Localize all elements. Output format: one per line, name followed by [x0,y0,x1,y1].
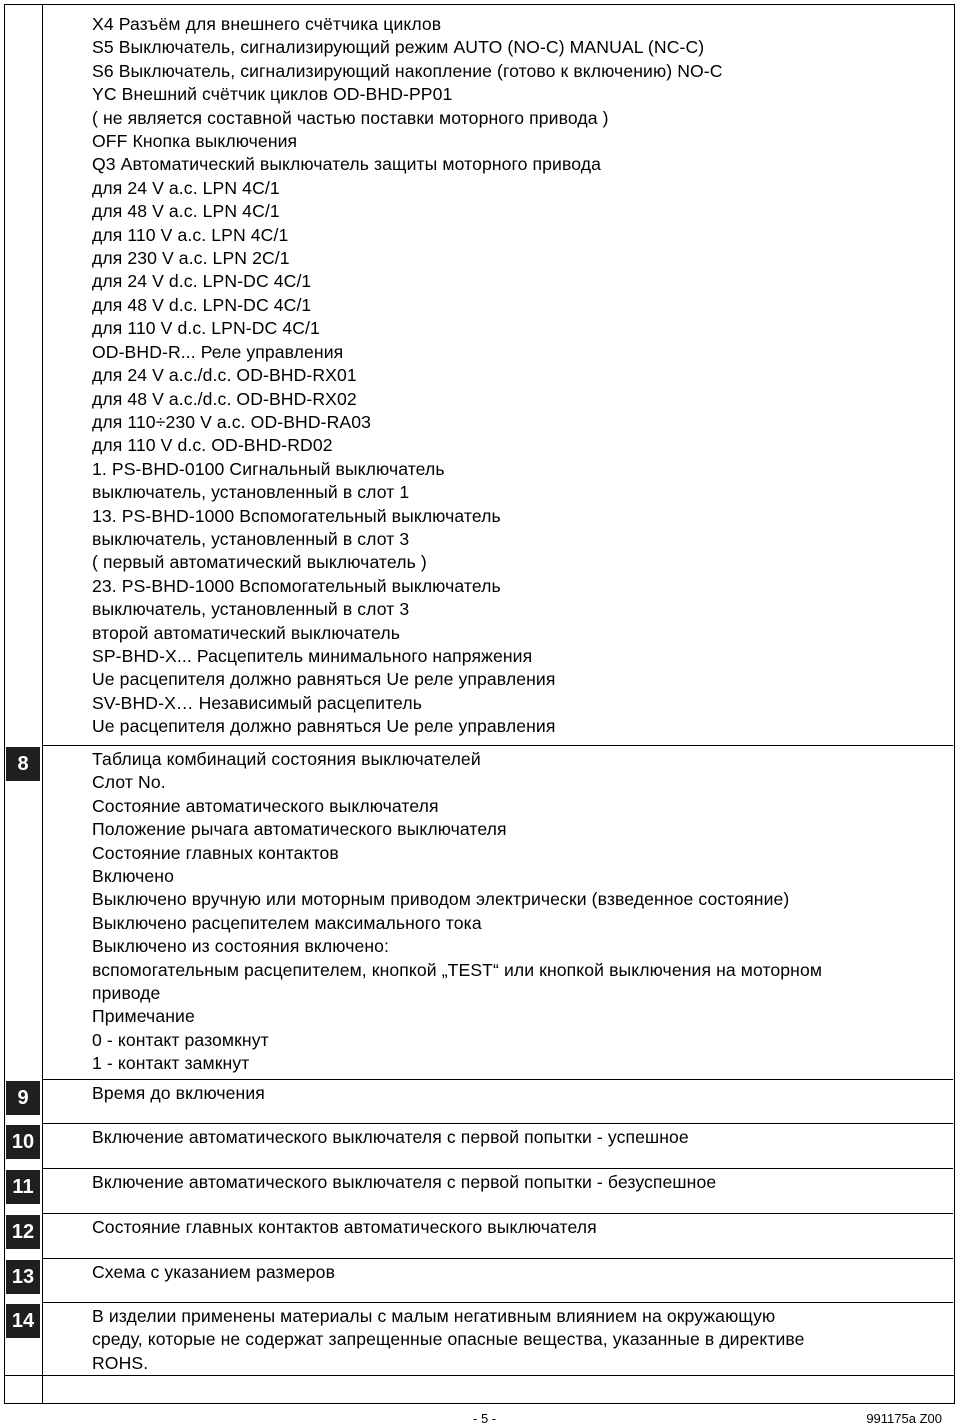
section-line: Схема с указанием размеров [92,1262,336,1282]
section-text [92,748,947,1076]
intro-line: Ue расцепителя должно равняться Ue реле управления [92,716,556,737]
page-number: - 5 - [473,1411,497,1426]
section-text [92,1126,947,1149]
section-number-badge: 11 [6,1170,40,1204]
section-line: вспомогательным расцепителем, кнопкой „TEST“ или кнопкой выключения на моторном [92,959,823,980]
intro-line: ( не является составной частью поставки моторного привода ) [92,107,609,128]
bottom-rule [4,1375,955,1376]
section-line: Состояние главных контактов автоматического выключателя [92,1217,597,1237]
section-line: Состояние главных контактов [92,842,339,863]
intro-line: 13. PS-BHD-1000 Вспомогательный выключатель [92,505,501,526]
intro-line: 1. PS-BHD-0100 Сигнальный выключатель [92,458,445,479]
section-line: Положение рычага автоматического выключателя [92,819,507,840]
intro-line: Q3 Автоматический выключатель защиты моторного привода [92,154,601,175]
intro-line: выключатель, установленный в слот 3 [92,528,410,549]
section-divider [42,1123,953,1124]
section-line: Таблица комбинаций состояния выключателей [92,749,481,769]
section-number-badge: 14 [6,1304,40,1338]
section-text [92,1216,947,1239]
document-code: 991175a Z00 [866,1411,942,1426]
section-line: Состояние автоматического выключателя [92,795,439,816]
section-line: В изделии применены материалы с малым негативным влиянием на окружающую [92,1306,776,1326]
section-line: Время до включения [92,1083,265,1103]
section-line: Включение автоматического выключателя с первой попытки - успешное [92,1127,689,1147]
intro-line: SP-BHD-X... Расцепитель минимального напряжения [92,645,533,666]
section-line: среду, которые не содержат запрещенные опасные вещества, указанные в директиве [92,1329,805,1350]
section-text [92,1171,947,1194]
intro-line: OFF Кнопка выключения [92,131,298,152]
intro-line: для 48 V d.c. LPN-DC 4C/1 [92,294,312,315]
section-line: Выключено расцепителем максимального тока [92,912,482,933]
section-number-badge: 13 [6,1260,40,1294]
section-line: 1 - контакт замкнут [92,1053,250,1074]
intro-line: для 110 V a.c. LPN 4C/1 [92,224,289,245]
intro-line: YC Внешний счётчик циклов OD-BHD-PP01 [92,84,453,105]
section-line: Слот No. [92,772,166,793]
intro-line: S6 Выключатель, сигнализирующий накопление (готово к включению) NO-C [92,60,723,81]
intro-line: для 110 V d.c. OD-BHD-RD02 [92,435,333,456]
section-text [92,1082,947,1105]
section-line: Выключено вручную или моторным приводом электрически (взведенное состояние) [92,889,790,910]
intro-line: выключатель, установленный в слот 1 [92,482,410,503]
section-line: Включение автоматического выключателя с первой попытки - безуспешное [92,1172,717,1192]
section-line: приводе [92,983,161,1004]
section-divider [42,1302,953,1303]
intro-line: OD-BHD-R... Реле управления [92,341,344,362]
section-line: 0 - контакт разомкнут [92,1029,269,1050]
section-number-badge: 10 [6,1125,40,1159]
section-divider [42,1168,953,1169]
section-divider [42,745,953,746]
intro-line: выключатель, установленный в слот 3 [92,599,410,620]
section-divider [42,1079,953,1080]
section-line: Примечание [92,1006,195,1027]
section-number-badge: 9 [6,1081,40,1115]
section-text [92,1305,947,1375]
section-line: Включено [92,866,174,887]
intro-text [92,13,947,739]
intro-line: ( первый автоматический выключатель ) [92,552,427,573]
intro-line: 23. PS-BHD-1000 Вспомогательный выключатель [92,575,501,596]
section-number-badge: 12 [6,1215,40,1249]
section-number-badge: 8 [6,747,40,781]
section-divider [42,1258,953,1259]
intro-line: для 24 V d.c. LPN-DC 4C/1 [92,271,312,292]
intro-line: для 48 V a.c./d.c. OD-BHD-RX02 [92,388,357,409]
intro-line: Ue расцепителя должно равняться Ue реле управления [92,669,556,690]
intro-line: второй автоматический выключатель [92,622,400,643]
section-text [92,1261,947,1284]
intro-line: S5 Выключатель, сигнализирующий режим AUTO (NO-C) MANUAL (NC-C) [92,37,705,58]
intro-line: X4 Разъём для внешнего счётчика циклов [92,14,442,34]
intro-line: для 24 V a.c./d.c. OD-BHD-RX01 [92,365,357,386]
section-line: ROHS. [92,1352,149,1373]
section-divider [42,1213,953,1214]
intro-line: для 48 V a.c. LPN 4C/1 [92,201,280,222]
section-line: Выключено из состояния включено: [92,936,390,957]
intro-line: для 24 V a.c. LPN 4C/1 [92,177,280,198]
intro-line: для 110÷230 V a.c. OD-BHD-RA03 [92,411,372,432]
intro-line: для 230 V a.c. LPN 2C/1 [92,248,290,269]
left-margin-rule [42,4,43,1404]
intro-line: для 110 V d.c. LPN-DC 4C/1 [92,318,320,339]
intro-line: SV-BHD-X… Независимый расцепитель [92,692,422,713]
